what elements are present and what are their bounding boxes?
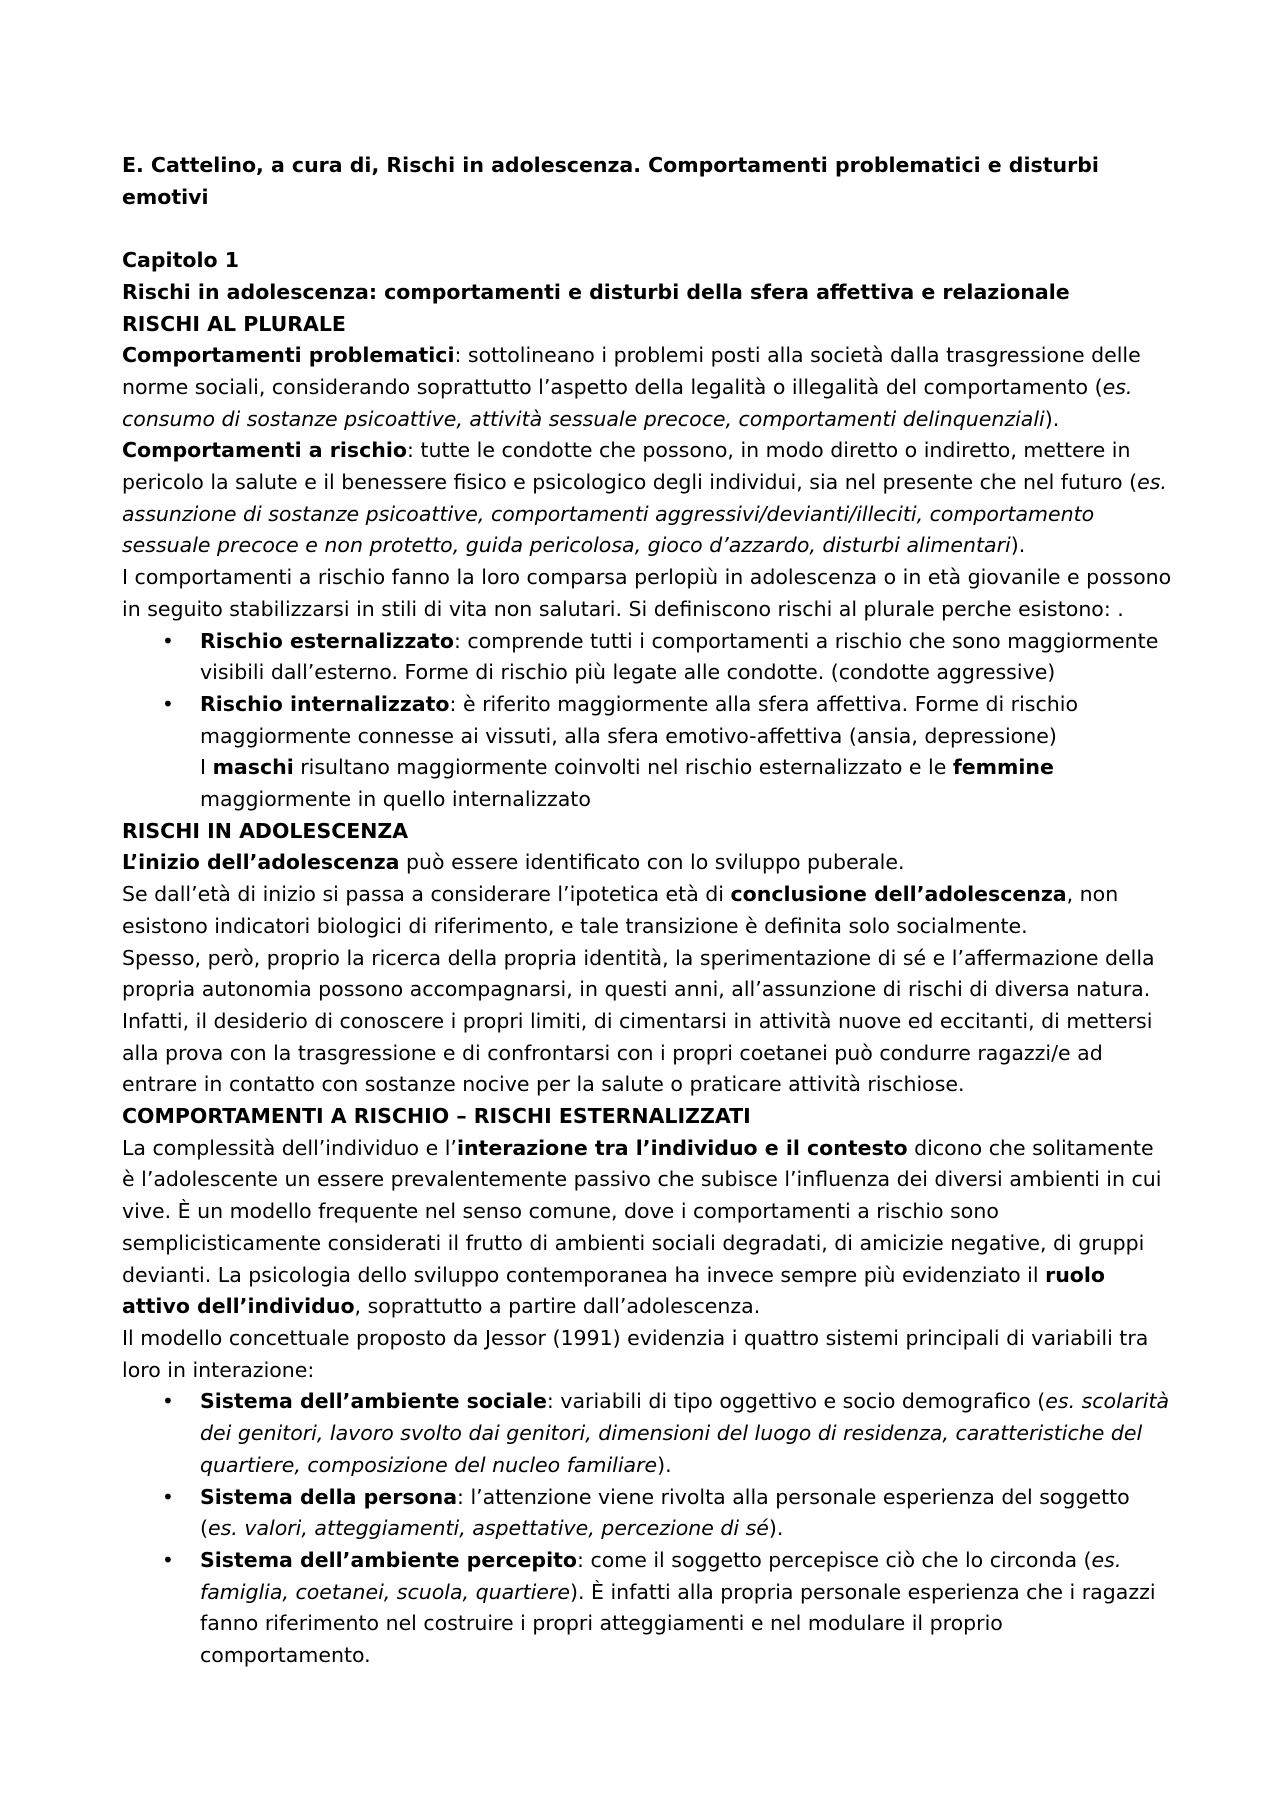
list-item: • Sistema dell’ambiente percepito: come il soggetto percepisce ciò che lo circonda (es. famiglia, coetanei, scuola, quartiere). È infatti alla propria personale esperienza che i ragazzi fanno riferimento nel costruire i propri atteggiamenti e nel modulare il proprio comportamento.	[122, 1545, 1172, 1672]
list-item: • Rischio esternalizzato: comprende tutti i comportamenti a rischio che sono maggiormente visibili dall’esterno. Forme di rischio più legate alle condotte. (condotte aggressive)	[122, 626, 1172, 689]
bullet-list-tipi-rischio	[122, 626, 1172, 753]
section-heading-rischi-esternalizzati: COMPORTAMENTI A RISCHIO – RISCHI ESTERNALIZZATI	[122, 1104, 751, 1129]
bullet-list-sistemi	[122, 1386, 1172, 1671]
list-item: • Rischio internalizzato: è riferito maggiormente alla sfera affettiva. Forme di rischio maggiormente connesse ai vissuti, alla sfera emotivo-affettiva (ansia, depressione)	[122, 689, 1172, 752]
document-body	[122, 150, 1172, 1672]
paragraph-identita-rischi: Spesso, però, proprio la ricerca della propria identità, la sperimentazione di sé e l’affermazione della propria autonomia possono accompagnarsi, in questi anni, all’assunzione di rischi di diversa natura. Infatti, il desiderio di conoscere i propri limiti, di cimentarsi in attività nuove ed eccitanti, di mettersi alla prova con la trasgressione e di confrontarsi con i propri coetanei può condurre ragazzi/e ad entrare in contatto con sostanze nocive per la salute o praticare attività rischiose.	[122, 945, 1155, 1097]
list-continuation-gender: I maschi risultano maggiormente coinvolti nel rischio esternalizzato e le femmine maggiormente in quello internalizzato	[200, 755, 1054, 812]
paragraph-comportamenti-a-rischio: Comportamenti a rischio: tutte le condotte che possono, in modo diretto o indiretto, mettere in pericolo la salute e il benessere fisico e psicologico degli individui, sia nel presente che nel futuro (es. assunzione di sostanze psicoattive, comportamenti aggressivi/devianti/illeciti, comportamento sessuale precoce e non protetto, guida pericolosa, gioco d’azzardo, disturbi alimentari).	[122, 438, 1167, 558]
paragraph-modello-jessor: Il modello concettuale proposto da Jessor (1991) evidenzia i quattro sistemi principali di variabili tra loro in interazione:	[122, 1326, 1149, 1382]
paragraph-comparsa-rischi: I comportamenti a rischio fanno la loro comparsa perlopiù in adolescenza o in età giovanile e possono in seguito stabilizzarsi in stili di vita non salutari. Si definiscono rischi al plurale perche esistono: .	[122, 565, 1172, 621]
chapter-label: Capitolo 1	[122, 248, 239, 273]
paragraph-complessita-individuo: La complessità dell’individuo e l’interazione tra l’individuo e il contesto dicono che solitamente è l’adolescente un essere prevalentemente passivo che subisce l’influenza dei diversi ambienti in cui vive. È un modello frequente nel senso comune, dove i comportamenti a rischio sono semplicisticamente considerati il frutto di ambienti sociali degradati, di amicizie negative, di gruppi devianti. La psicologia dello sviluppo contemporanea ha invece sempre più evidenziato il ruolo attivo dell’individuo, soprattutto a partire dall’adolescenza.	[122, 1135, 1162, 1319]
section-heading-rischi-al-plurale: RISCHI AL PLURALE	[122, 311, 346, 336]
paragraph-comportamenti-problematici: Comportamenti problematici: sottolineano i problemi posti alla società dalla trasgressione delle norme sociali, considerando soprattutto l’aspetto della legalità o illegalità del comportamento (es. consumo di sostanze psicoattive, attività sessuale precoce, comportamenti delinquenziali).	[122, 343, 1141, 431]
paragraph-inizio-adolescenza: L’inizio dell’adolescenza può essere identificato con lo sviluppo puberale.	[122, 850, 905, 875]
list-item: • Sistema dell’ambiente sociale: variabili di tipo oggettivo e socio demografico (es. scolarità dei genitori, lavoro svolto dai genitori, dimensioni del luogo di residenza, caratteristiche del quartiere, composizione del nucleo familiare).	[122, 1386, 1172, 1481]
document-title: E. Cattelino, a cura di, Rischi in adolescenza. Comportamenti problematici e disturbi emotivi	[122, 153, 1099, 209]
list-item: • Sistema della persona: l’attenzione viene rivolta alla personale esperienza del soggetto (es. valori, atteggiamenti, aspettative, percezione di sé).	[122, 1482, 1172, 1545]
chapter-title: Rischi in adolescenza: comportamenti e disturbi della sfera affettiva e relazionale	[122, 279, 1070, 304]
paragraph-conclusione-adolescenza: Se dall’età di inizio si passa a considerare l’ipotetica età di conclusione dell’adolescenza, non esistono indicatori biologici di riferimento, e tale transizione è definita solo socialmente.	[122, 882, 1119, 938]
section-heading-rischi-in-adolescenza: RISCHI IN ADOLESCENZA	[122, 818, 409, 843]
